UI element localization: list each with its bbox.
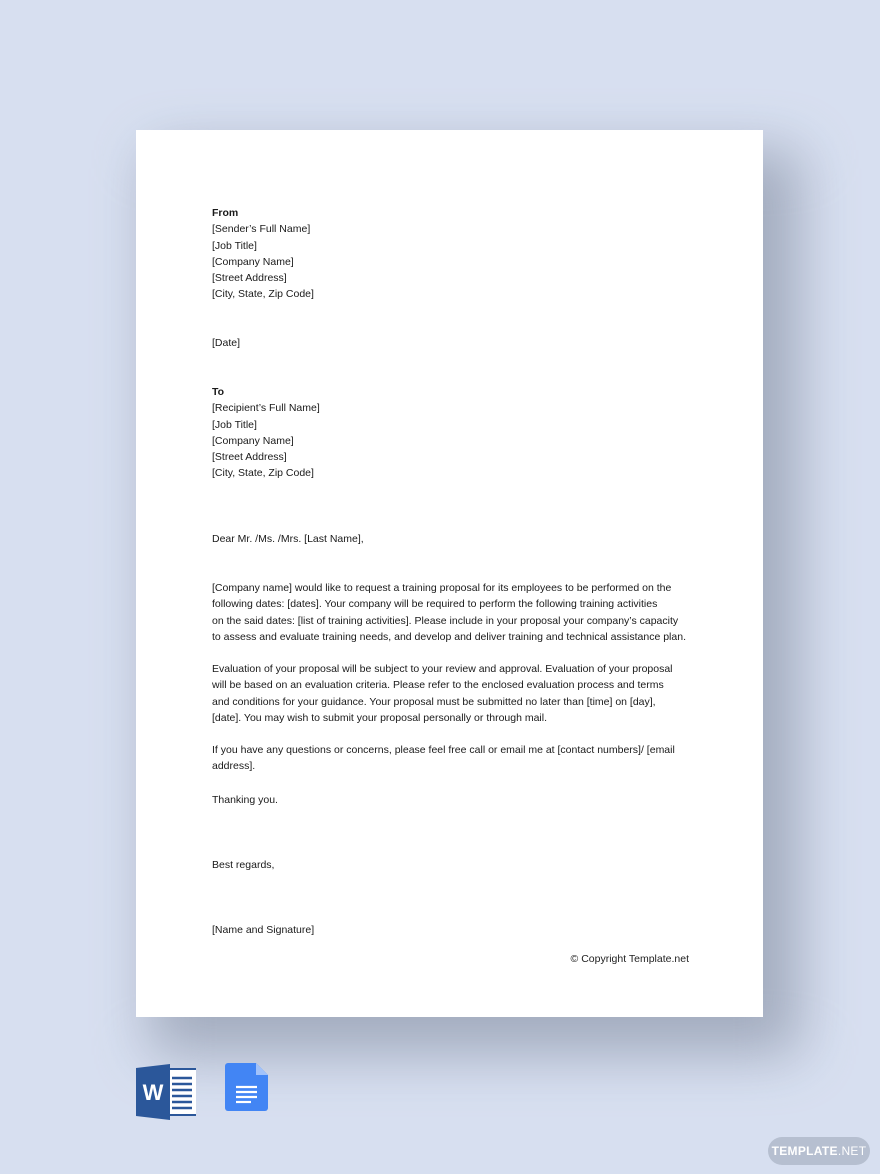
closing: Best regards,: [212, 859, 275, 871]
badge-thin-text: .NET: [837, 1144, 867, 1158]
paragraph-line: will be based on an evaluation criteria. Please refer to the enclosed evaluation process and terms: [212, 679, 664, 692]
to-line: [City, State, Zip Code]: [212, 467, 314, 480]
to-line: [Company Name]: [212, 434, 294, 447]
from-heading: From: [212, 207, 239, 219]
date: [Date]: [212, 337, 241, 349]
accent-stripe: [136, 990, 216, 1017]
to-line: [Job Title]: [212, 418, 257, 431]
to-line: [Street Address]: [212, 451, 287, 464]
paragraph-line: Evaluation of your proposal will be subject to your review and approval. Evaluation of your proposal: [212, 663, 673, 675]
from-line: [City, State, Zip Code]: [212, 288, 314, 301]
paragraph-line: [date]. You may wish to submit your proposal personally or through mail.: [212, 711, 548, 724]
from-block: [212, 205, 314, 303]
from-line: [Job Title]: [212, 239, 257, 252]
letter-page: [136, 130, 763, 1017]
paragraph-2: [212, 661, 673, 726]
paragraph-line: to assess and evaluate training needs, and develop and deliver training and technical assistance plan.: [212, 630, 686, 643]
salutation: Dear Mr. /Ms. /Mrs. [Last Name],: [212, 533, 364, 545]
to-block: [212, 384, 320, 482]
copyright: © Copyright Template.net: [570, 953, 689, 965]
google-docs-icon[interactable]: [225, 1063, 269, 1111]
badge-bold-text: TEMPLATE: [771, 1144, 838, 1158]
paragraph-line: following dates: [dates]. Your company will be required to perform the following training activities: [212, 598, 658, 611]
template-net-badge[interactable]: [768, 1137, 870, 1165]
paragraph-line: If you have any questions or concerns, please feel free call or email me at [contact numbers]/ [email: [212, 744, 675, 756]
paragraph-line: address].: [212, 760, 256, 773]
from-line: [Sender’s Full Name]: [212, 223, 311, 236]
from-line: [Company Name]: [212, 255, 294, 268]
from-line: [Street Address]: [212, 272, 287, 285]
paragraph-line: on the said dates: [list of training activities]. Please include in your proposal your company’s capacity: [212, 614, 679, 627]
to-line: [Recipient’s Full Name]: [212, 402, 320, 415]
thanks: Thanking you.: [212, 794, 278, 806]
signature: [Name and Signature]: [212, 924, 315, 936]
svg-text:W: W: [142, 1080, 164, 1105]
word-icon[interactable]: [136, 1064, 196, 1120]
paragraph-line: and conditions for your guidance. Your proposal must be submitted no later than [time] on [day],: [212, 695, 656, 708]
paragraph-3: [212, 742, 675, 775]
paragraph-1: [212, 580, 686, 645]
paragraph-line: [Company name] would like to request a training proposal for its employees to be performed on the: [212, 582, 672, 594]
to-heading: To: [212, 386, 225, 398]
